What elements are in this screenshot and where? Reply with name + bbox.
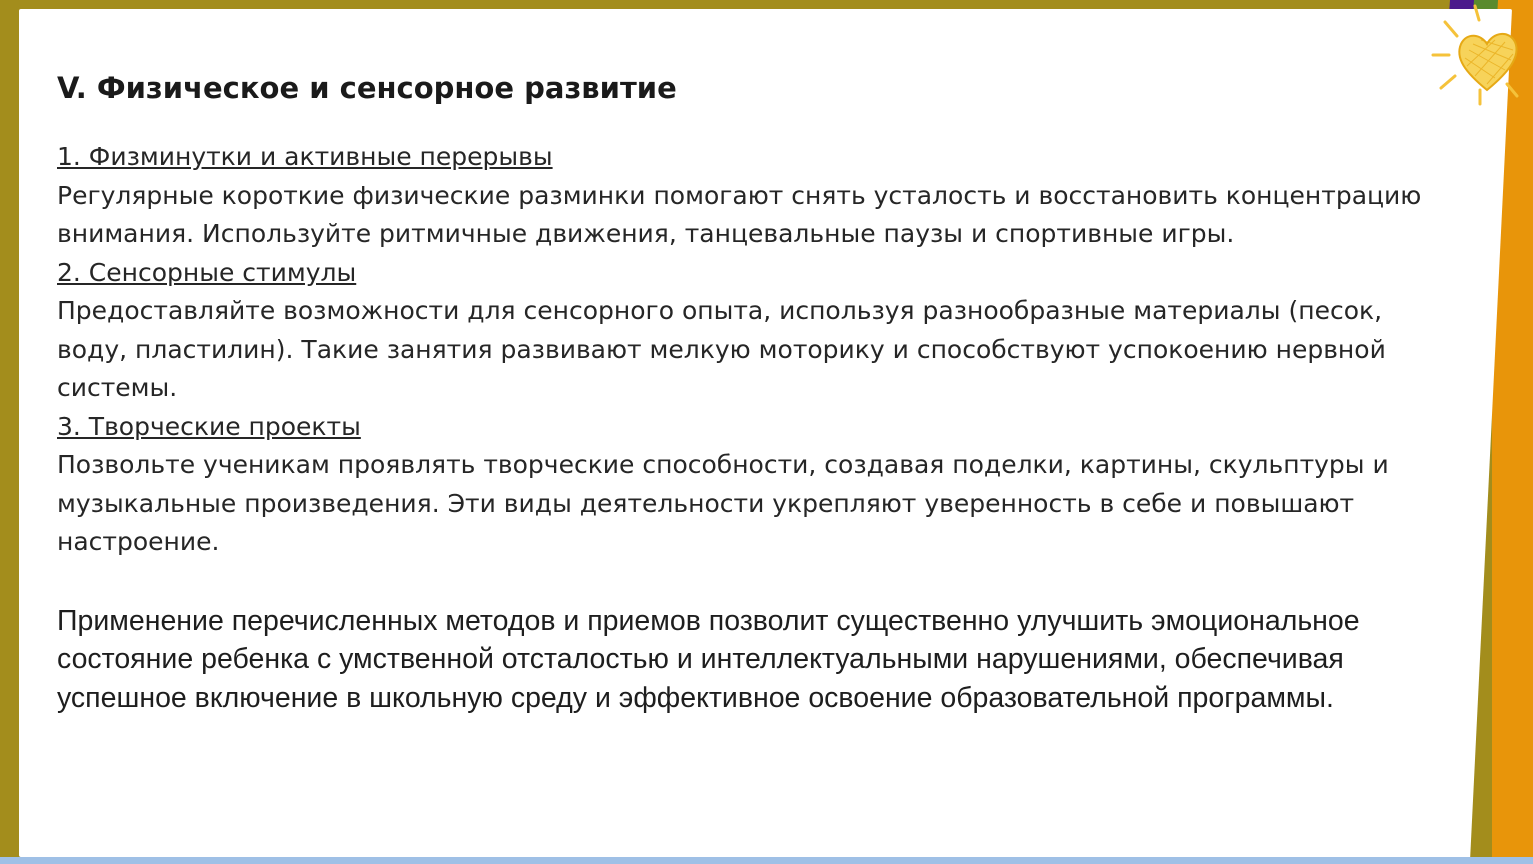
section-3 <box>57 408 1447 562</box>
slide-title: V. Физическое и сенсорное развитие <box>57 71 677 105</box>
slide-content <box>57 64 1447 746</box>
section-2-heading: 2. Сенсорные стимулы <box>57 257 357 287</box>
section-3-text: Позвольте ученикам проявлять творческие способности, создавая поделки, картины, скульптуры и музыкальные произведения. Эти виды деятельности укрепляют уверенность в себе и повышают настроение. <box>57 450 1389 556</box>
conclusion-paragraph: Применение перечисленных методов и приемов позволит существенно улучшить эмоциональное состояние ребенка с умственной отсталостью и интеллектуальными нарушениями, обеспечивая успешное включение в школьную среду и эффективное освоение образовательной программы. <box>57 604 1360 714</box>
section-2-text: Предоставляйте возможности для сенсорного опыта, используя разнообразные материалы (песок, воду, пластилин). Такие занятия развивают мелкую моторику и способствуют успокоению нервной системы. <box>57 296 1386 402</box>
decor-bottom-band <box>0 857 1533 864</box>
section-1-text: Регулярные короткие физические разминки помогают снять усталость и восстановить концентрацию внимания. Используйте ритмичные движения, танцевальные паузы и спортивные игры. <box>57 180 1422 248</box>
section-1 <box>57 138 1447 254</box>
section-1-heading: 1. Физминутки и активные перерывы <box>57 142 553 171</box>
section-3-heading: 3. Творческие проекты <box>57 411 361 441</box>
section-2 <box>57 254 1447 408</box>
